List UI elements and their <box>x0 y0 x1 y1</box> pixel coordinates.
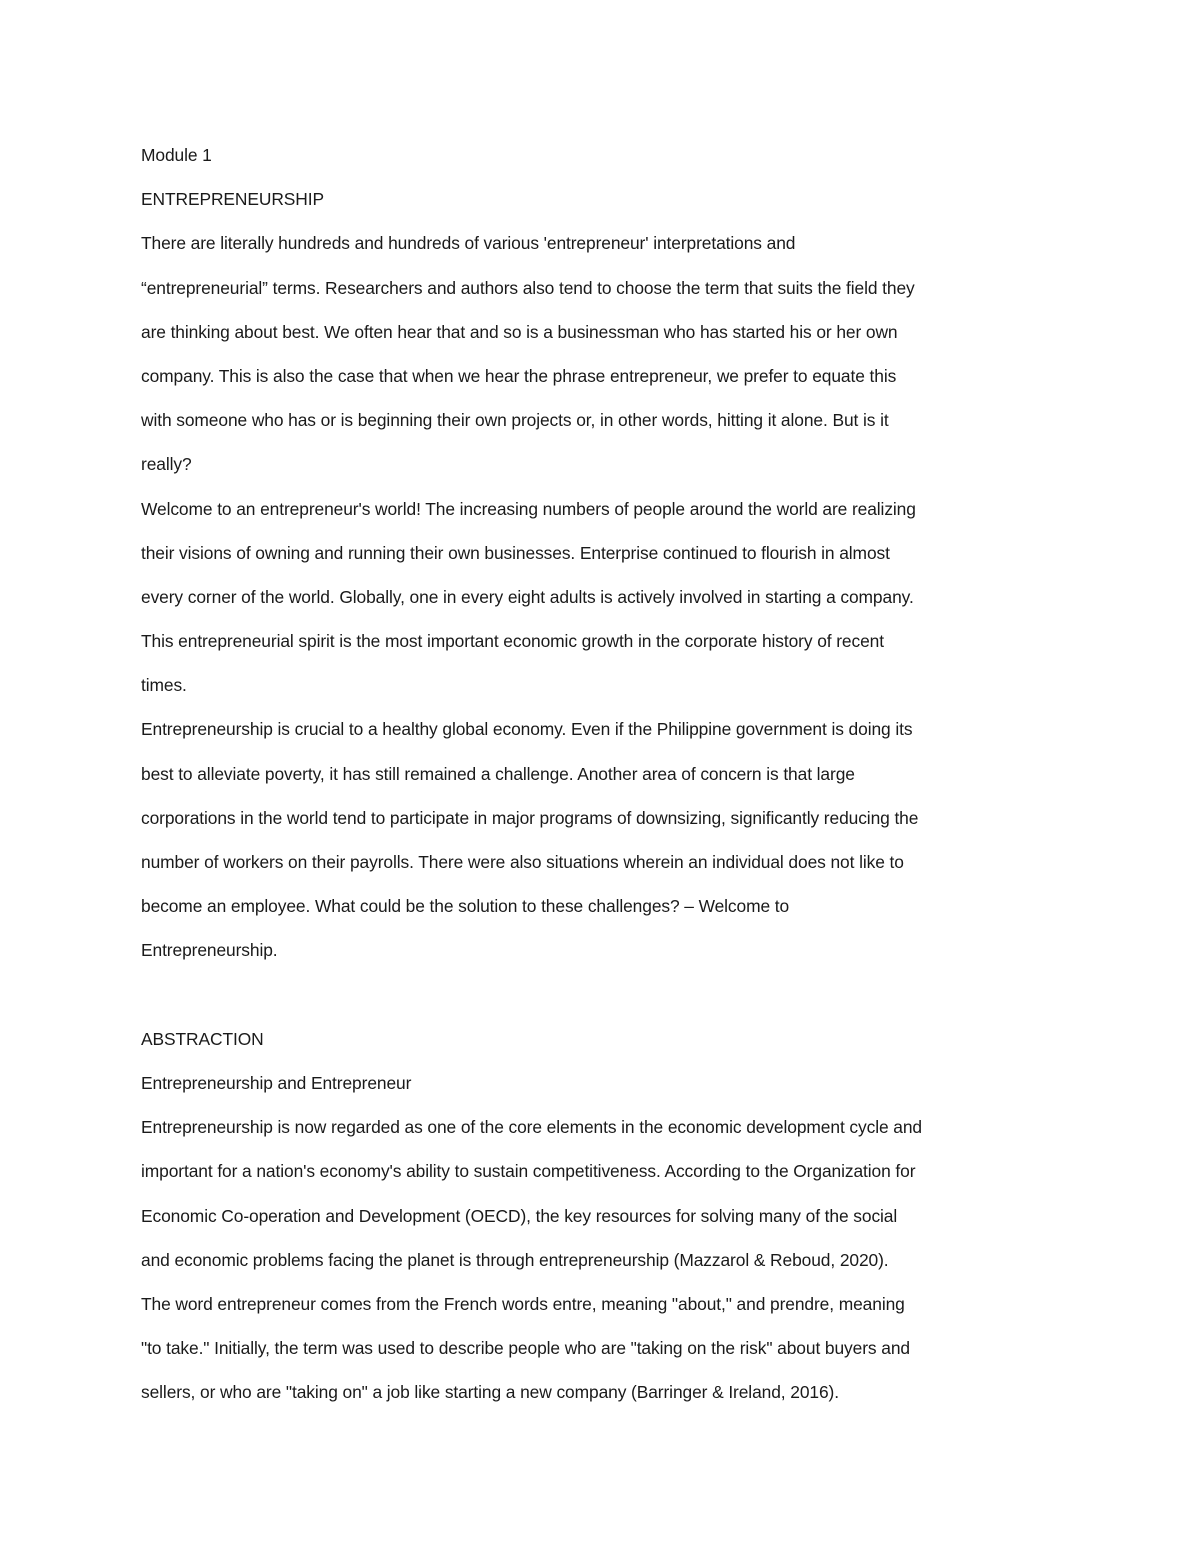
text-line: This entrepreneurial spirit is the most important economic growth in the corporate history of recent <box>141 631 884 652</box>
text-line: The word entrepreneur comes from the French words entre, meaning "about," and prendre, meaning <box>141 1293 905 1314</box>
text-line: with someone who has or is beginning their own projects or, in other words, hitting it alone. But is it <box>141 410 889 431</box>
intro-paragraph <box>141 227 1061 492</box>
text-line: best to alleviate poverty, it has still remained a challenge. Another area of concern is that large <box>141 763 855 784</box>
text-line: become an employee. What could be the solution to these challenges? – Welcome to <box>141 896 790 917</box>
economy-paragraph <box>141 713 1061 978</box>
text-line: corporations in the world tend to participate in major programs of downsizing, significantly reducing the <box>141 807 919 828</box>
module-title: Module 1 <box>141 145 212 165</box>
text-line: their visions of owning and running their own businesses. Enterprise continued to flourish in almost <box>141 542 890 563</box>
text-line: times. <box>141 675 187 696</box>
text-line: sellers, or who are "taking on" a job like starting a new company (Barringer & Ireland, 2016). <box>141 1382 839 1403</box>
text-line: important for a nation's economy's ability to sustain competitiveness. According to the Organization for <box>141 1161 916 1182</box>
text-line: There are literally hundreds and hundreds of various 'entrepreneur' interpretations and <box>141 233 796 254</box>
text-line: are thinking about best. We often hear that and so is a businessman who has started his or her own <box>141 321 898 342</box>
text-line: Economic Co-operation and Development (OECD), the key resources for solving many of the social <box>141 1205 898 1226</box>
section-heading: ENTREPRENEURSHIP <box>141 189 324 210</box>
text-line: "to take." Initially, the term was used to describe people who are "taking on the risk" about buyers and <box>141 1338 910 1359</box>
document-body <box>141 139 1061 1420</box>
world-paragraph <box>141 493 1061 714</box>
text-line: “entrepreneurial” terms. Researchers and authors also tend to choose the term that suits the field they <box>141 277 915 298</box>
abstraction-heading: ABSTRACTION <box>141 1028 264 1049</box>
text-line: every corner of the world. Globally, one in every eight adults is actively involved in starting a company. <box>141 586 914 607</box>
abstraction-subheading: Entrepreneurship and Entrepreneur <box>141 1072 412 1093</box>
text-line: and economic problems facing the planet is through entrepreneurship (Mazzarol & Reboud, 2020). <box>141 1249 889 1270</box>
abstraction-paragraph <box>141 1111 1061 1420</box>
text-line: number of workers on their payrolls. There were also situations wherein an individual does not like to <box>141 852 904 872</box>
text-line: Welcome to an entrepreneur's world! The increasing numbers of people around the world are realizing <box>141 498 916 519</box>
text-line: Entrepreneurship is now regarded as one of the core elements in the economic development cycle and <box>141 1117 922 1138</box>
text-line: Entrepreneurship. <box>141 940 278 961</box>
text-line: really? <box>141 454 192 475</box>
text-line: company. This is also the case that when we hear the phrase entrepreneur, we prefer to equate this <box>141 365 897 386</box>
blank-line <box>141 979 1061 1023</box>
text-line: Entrepreneurship is crucial to a healthy global economy. Even if the Philippine government is doing its <box>141 719 913 740</box>
